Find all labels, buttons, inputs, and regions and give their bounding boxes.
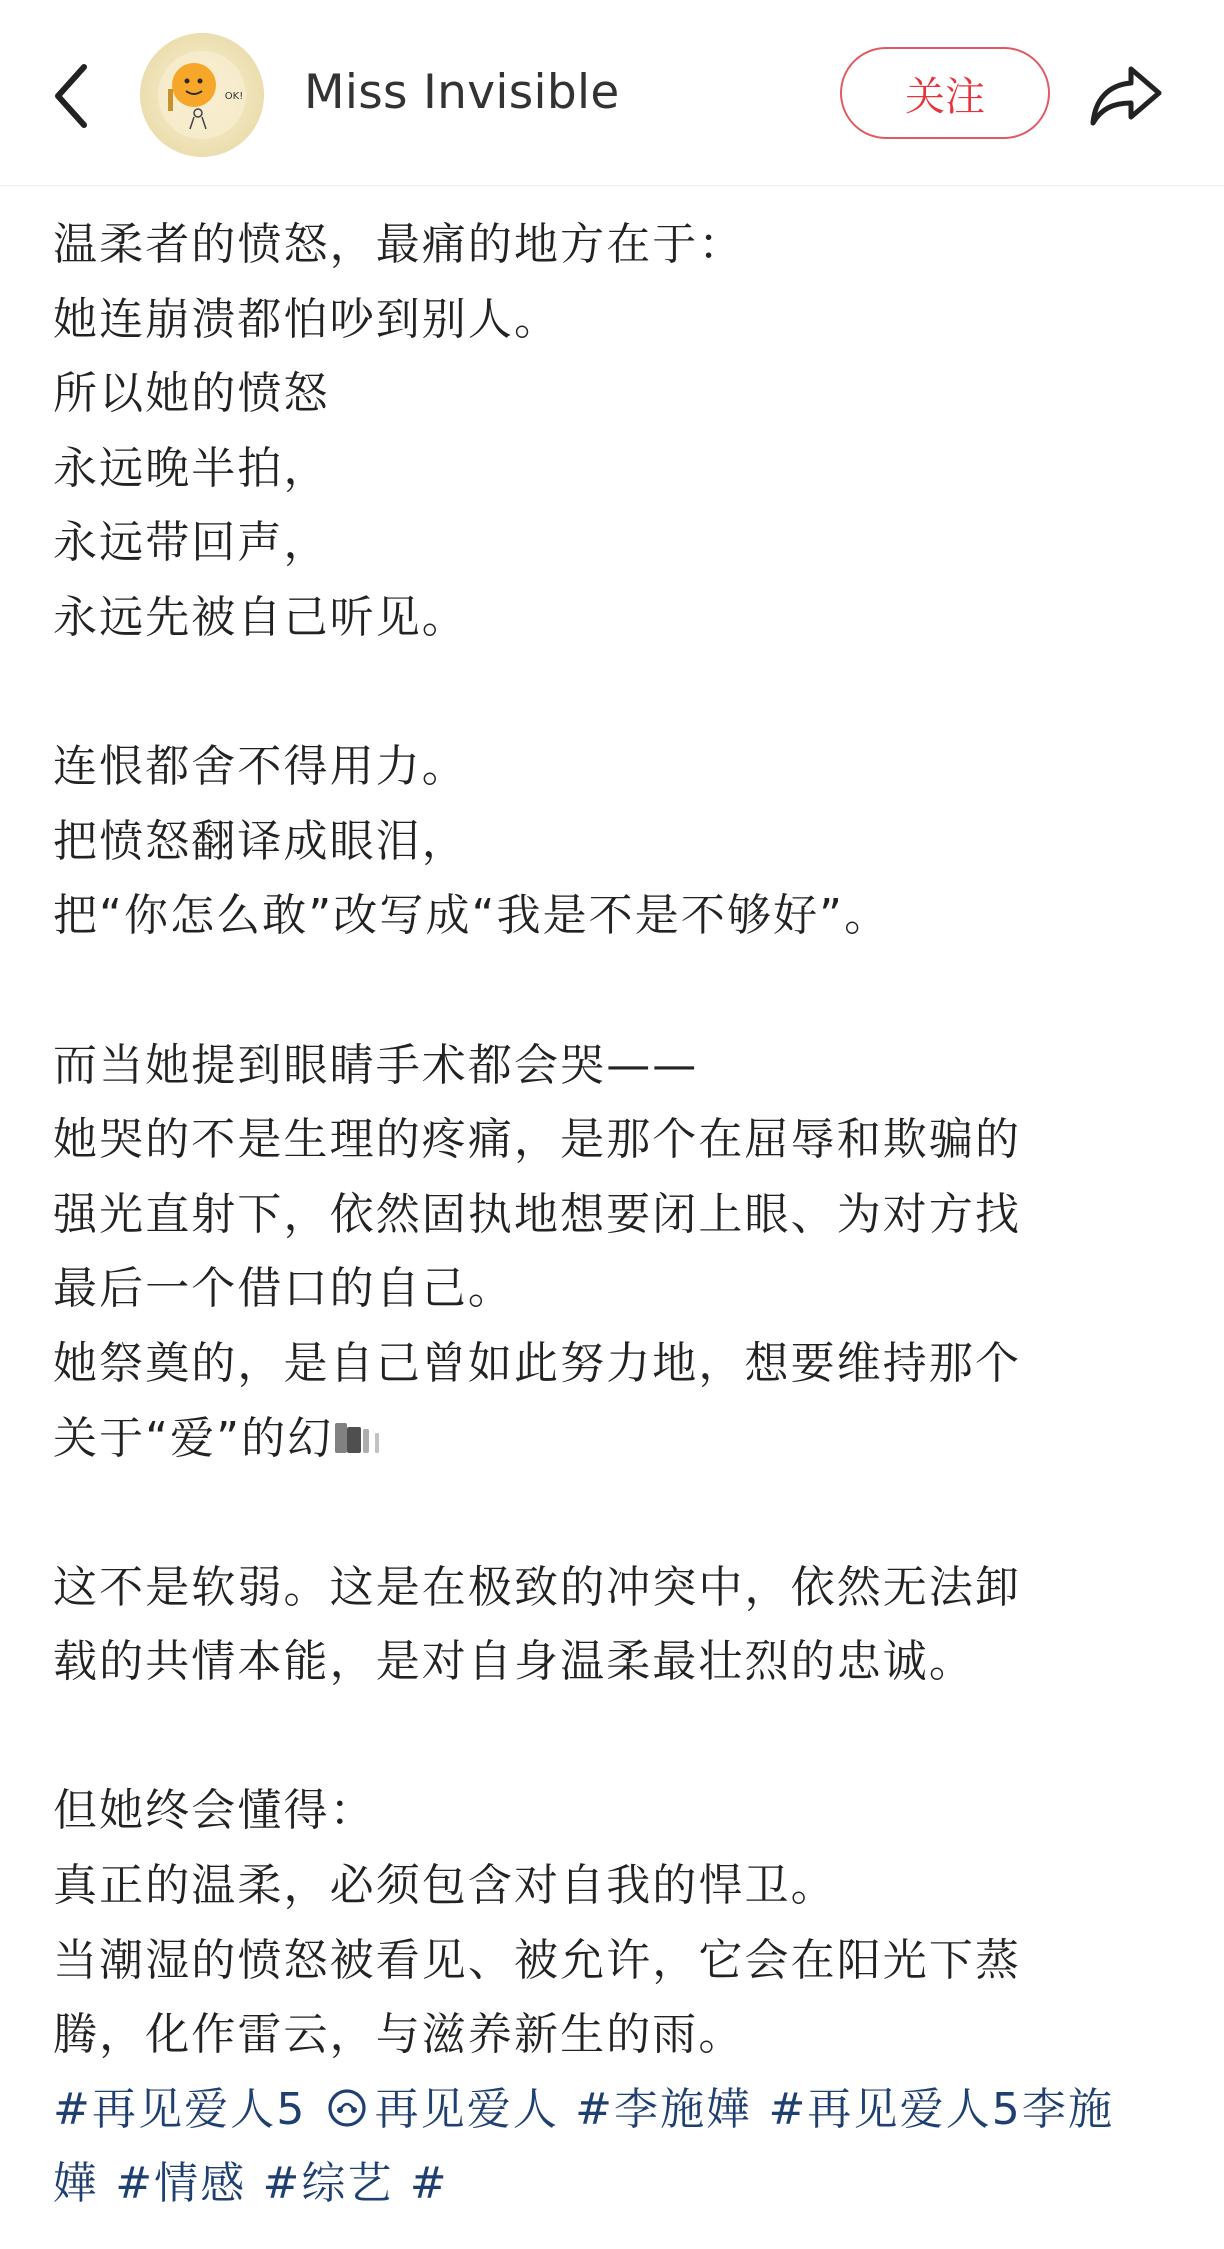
post-line: 温柔者的愤怒，最痛的地方在于： <box>53 219 745 270</box>
post-line-truncated <box>53 1402 1188 1477</box>
hashtag-link[interactable]: #再见爱人5李施 <box>768 2083 1115 2135</box>
avatar-image <box>140 33 264 157</box>
paragraph-gap <box>53 1700 1188 1775</box>
hashtag-link-continued[interactable]: 嬅 <box>53 2158 100 2210</box>
hashtag-link[interactable]: #情感 <box>115 2158 247 2210</box>
follow-button[interactable]: 关注 <box>840 47 1050 139</box>
post-line: 永远晚半拍， <box>53 442 330 494</box>
share-button[interactable] <box>1080 52 1172 138</box>
post-line: 强光直射下，依然固执地想要闭上眼、为对方找 <box>53 1188 1022 1240</box>
chevron-left-icon <box>52 63 92 129</box>
avatar-badge-text: OK! <box>224 91 244 102</box>
post-line: 载的共情本能，是对自身温柔最壮烈的忠诚。 <box>53 1636 975 1688</box>
avatar[interactable] <box>140 33 264 157</box>
post-line: 永远先被自己听见。 <box>53 591 468 643</box>
hashtag-link[interactable]: #李施嬅 <box>575 2083 753 2135</box>
post-line: 把“你怎么敢”改写成“我是不是不够好”。 <box>53 890 891 942</box>
author-name[interactable]: Miss Invisible <box>304 65 620 120</box>
post-line: 她连崩溃都怕吵到别人。 <box>53 293 561 345</box>
post-line: 把愤怒翻译成眼泪， <box>53 815 468 867</box>
hashtag-row <box>53 2147 1188 2222</box>
post-line: 而当她提到眼睛手术都会哭—— <box>53 1039 699 1091</box>
post-line: 这不是软弱。这是在极致的冲突中，依然无法卸 <box>53 1561 1022 1613</box>
share-icon <box>1089 63 1163 127</box>
post-line: 她祭奠的，是自己曾如此努力地，想要维持那个 <box>53 1337 1022 1389</box>
post-line-text: 关于“爱”的幻 <box>53 1412 334 1464</box>
post-line: 腾，化作雷云，与滋养新生的雨。 <box>53 2009 745 2061</box>
paragraph-gap <box>53 656 1188 731</box>
top-bar <box>0 0 1224 186</box>
blurred-text-icon <box>333 1419 399 1459</box>
hashtag-link[interactable]: # <box>409 2158 449 2210</box>
paragraph-gap <box>53 954 1188 1029</box>
paragraph-gap <box>53 1476 1188 1551</box>
post-line: 但她终会懂得： <box>53 1785 376 1837</box>
post-body <box>53 208 1188 2222</box>
hashtag-row <box>53 2073 1188 2148</box>
topic-link[interactable]: 再见爱人 <box>374 2083 559 2135</box>
hashtag-link[interactable]: #综艺 <box>262 2158 394 2210</box>
post-line: 连恨都舍不得用力。 <box>53 741 468 793</box>
post-line: 最后一个借口的自己。 <box>53 1263 514 1315</box>
topic-loop-icon <box>325 2086 369 2130</box>
post-line: 所以她的愤怒 <box>53 368 330 420</box>
post-line: 当潮湿的愤怒被看见、被允许，它会在阳光下蒸 <box>53 1934 1022 1986</box>
post-line: 永远带回声， <box>53 517 330 569</box>
back-button[interactable] <box>42 48 102 144</box>
post-line: 真正的温柔，必须包含对自我的悍卫。 <box>53 1860 837 1912</box>
hashtag-link[interactable]: #再见爱人5 <box>53 2083 307 2135</box>
post-line: 她哭的不是生理的疼痛，是那个在屈辱和欺骗的 <box>53 1114 1022 1166</box>
